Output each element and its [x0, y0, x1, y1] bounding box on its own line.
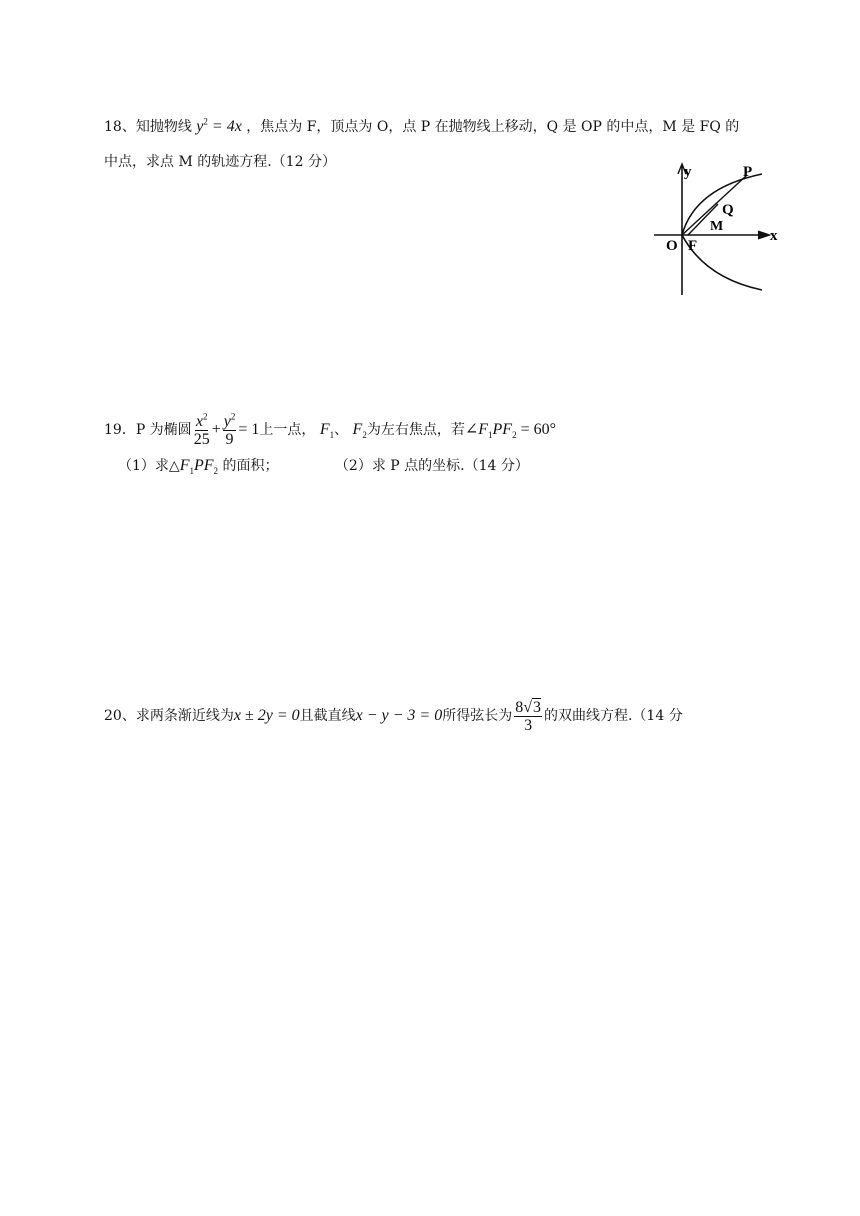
- q19-text-a: 上一点，: [259, 422, 316, 438]
- label-x: x: [770, 228, 778, 244]
- equals-one: = 1: [238, 421, 260, 438]
- q18-prefix: 18、知抛物线: [104, 119, 192, 135]
- triangle-name: $F_1PF_2$: [179, 457, 219, 477]
- label-f: F: [688, 238, 698, 254]
- separator: 、: [334, 422, 349, 438]
- label-o: O: [666, 238, 678, 254]
- q19-text-b: 为左右焦点，若: [366, 422, 465, 438]
- q19-part1: （1）求△: [118, 458, 180, 474]
- angle-condition: $\angle F_1PF_2 = 60^\circ$: [464, 421, 556, 441]
- q19-part2: （2）求 P 点的坐标.（14 分）: [334, 458, 529, 474]
- chord-length-fraction: $\frac{8√3}{3}$: [515, 698, 541, 734]
- label-p: P: [743, 164, 753, 180]
- q19-line2: [118, 456, 529, 476]
- plus-sign: +: [211, 421, 221, 438]
- q19-part1-suffix: 的面积；: [218, 458, 279, 474]
- q19-line1: [104, 410, 556, 450]
- parabola-figure: [650, 160, 780, 300]
- q19-prefix: 19．P 为椭圆: [104, 422, 192, 438]
- line-equation: x − y − 3 = 0: [355, 707, 443, 724]
- ellipse-frac-x: $\frac{x^2}{25}$: [193, 411, 210, 448]
- q20-suffix: 的双曲线方程.（14 分: [543, 708, 683, 724]
- label-q: Q: [722, 202, 734, 218]
- q18-line1: [104, 117, 739, 137]
- q20-mid: 且截直线: [299, 708, 356, 724]
- asymptote-equation: x ± 2y = 0: [233, 707, 300, 724]
- q18-text: ，焦点为 F，顶点为 O，点 P 在抛物线上移动，Q 是 OP 的中点，M 是 FQ 的: [246, 119, 740, 135]
- ellipse-frac-y: $\frac{y^2}{9}$: [223, 411, 236, 448]
- q20-chord-text: 所得弦长为: [442, 708, 513, 724]
- focus-f1: $F_1$: [319, 421, 335, 441]
- label-m: M: [710, 219, 724, 234]
- label-y: y: [684, 164, 692, 180]
- x-axis-arrow-icon: [758, 231, 770, 239]
- q20-line: [104, 696, 683, 736]
- q20-prefix: 20、求两条渐近线为: [104, 708, 234, 724]
- focus-f2: $F_2$: [352, 421, 367, 441]
- q18-equation: $y^2 = 4x$: [196, 116, 242, 135]
- q18-line2: 中点，求点 M 的轨迹方程.（12 分）: [104, 154, 336, 170]
